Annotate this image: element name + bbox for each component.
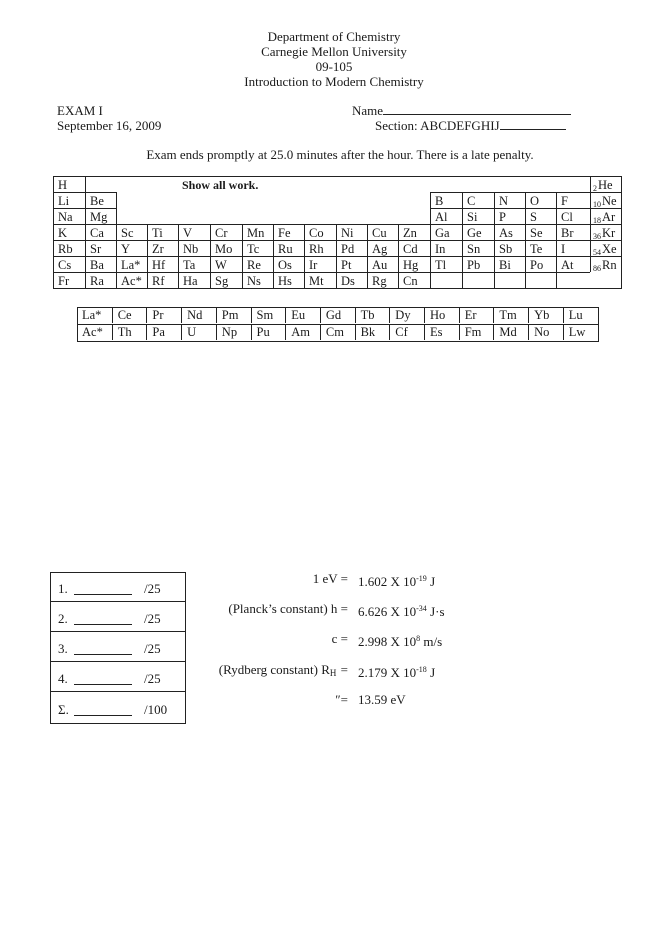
f-block-element-cell: Dy: [389, 307, 424, 323]
element-cell: Co: [304, 224, 336, 240]
element-cell: Cd: [398, 240, 430, 256]
f-block-element-cell: Pu: [251, 324, 286, 340]
f-block-element-cell: Eu: [285, 307, 320, 323]
section-field[interactable]: [375, 118, 566, 133]
f-block-element-cell: Lw: [563, 324, 598, 340]
noble-gas-cell: [590, 224, 621, 240]
constant-mantissa: 2.998 X 10: [358, 634, 417, 649]
course-number: 09-105: [315, 59, 353, 74]
element-cell: Hg: [398, 256, 430, 272]
f-block-element-cell: Nd: [181, 307, 216, 323]
score-blank[interactable]: [74, 594, 132, 595]
element-cell: I: [556, 240, 590, 256]
f-block-element-cell: Sm: [251, 307, 286, 323]
constant-exponent: -19: [416, 574, 427, 583]
element-cell: Mo: [210, 240, 242, 256]
element-cell: P: [494, 208, 525, 224]
constant-unit: J·s: [426, 604, 445, 619]
element-cell: As: [494, 224, 525, 240]
element-cell: Mn: [242, 224, 273, 240]
atomic-number: 18: [593, 216, 601, 225]
name-blank[interactable]: [383, 103, 571, 115]
section-label: Section: ABCDEFGHIJ: [375, 118, 500, 133]
constant-value: [358, 662, 435, 680]
element-cell: Si: [462, 208, 494, 224]
element-cell: Zn: [398, 224, 430, 240]
element-cell: Na: [53, 208, 85, 224]
f-block-element-cell: Lu: [563, 307, 598, 323]
empty-element-cell: [494, 272, 525, 288]
table-rule: [53, 288, 622, 289]
f-block-element-cell: Gd: [320, 307, 355, 323]
element-cell: Sn: [462, 240, 494, 256]
element-cell: Hf: [147, 256, 178, 272]
empty-element-cell: [556, 272, 590, 288]
exam-notice: Exam ends promptly at 25.0 minutes after the hour. There is a late penalty.: [146, 147, 534, 162]
university-heading: Carnegie Mellon University: [261, 44, 407, 59]
element-cell: Br: [556, 224, 590, 240]
name-label: Name: [352, 103, 384, 118]
element-cell: Ir: [304, 256, 336, 272]
f-block-element-cell: Tb: [355, 307, 390, 323]
course-title: Introduction to Modern Chemistry: [244, 74, 424, 89]
element-cell: In: [430, 240, 462, 256]
show-work-instruction: Show all work.: [182, 178, 259, 192]
element-cell: Cu: [367, 224, 398, 240]
element-cell: Cr: [210, 224, 242, 240]
f-block-element-cell: Fm: [459, 324, 494, 340]
element-cell: Sg: [210, 272, 242, 288]
element-cell: Sb: [494, 240, 525, 256]
element-symbol: He: [598, 178, 613, 192]
element-cell: Tl: [430, 256, 462, 272]
element-cell: Ra: [85, 272, 116, 288]
score-blank[interactable]: [74, 684, 132, 685]
element-cell: Ru: [273, 240, 304, 256]
element-cell: Fr: [53, 272, 85, 288]
element-cell: Ca: [85, 224, 116, 240]
constant-label-equals: =: [337, 662, 348, 677]
noble-gas-cell: [590, 240, 621, 256]
element-cell: Mg: [85, 208, 116, 224]
element-cell: Al: [430, 208, 462, 224]
element-cell: Cl: [556, 208, 590, 224]
element-cell: Rb: [53, 240, 85, 256]
element-cell: F: [556, 192, 590, 208]
constant-row: [0, 571, 668, 589]
f-block-element-cell: Cf: [389, 324, 424, 340]
section-blank[interactable]: [500, 118, 566, 130]
constant-value: [358, 601, 445, 619]
f-block-element-cell: Pm: [216, 307, 251, 323]
score-max: /25: [144, 611, 161, 626]
empty-element-cell: [430, 272, 462, 288]
element-cell: Pt: [336, 256, 367, 272]
constant-row: [0, 601, 668, 619]
element-cell: Rg: [367, 272, 398, 288]
element-cell: Ag: [367, 240, 398, 256]
constant-label: [219, 662, 348, 681]
table-rule: [77, 324, 598, 325]
f-block-element-cell: Ho: [424, 307, 459, 323]
element-symbol: Kr: [602, 226, 616, 240]
element-cell: Po: [525, 256, 556, 272]
atomic-number: 54: [593, 248, 601, 257]
table-rule: [85, 176, 86, 192]
element-cell: Cn: [398, 272, 430, 288]
element-symbol: Ne: [602, 194, 617, 208]
score-question-number: Σ.: [58, 702, 69, 717]
element-cell: La*: [116, 256, 147, 272]
constant-mantissa: 2.179 X 10: [358, 665, 417, 680]
noble-gas-cell: [590, 256, 621, 272]
constant-label-subscript: H: [329, 668, 337, 678]
constant-mantissa: 6.626 X 10: [358, 604, 417, 619]
f-block-element-cell: Es: [424, 324, 459, 340]
constant-unit: J: [426, 665, 436, 680]
score-question-number: 1.: [58, 581, 68, 596]
element-cell: Ge: [462, 224, 494, 240]
element-cell: Cs: [53, 256, 85, 272]
element-cell: Ta: [178, 256, 210, 272]
name-field[interactable]: [352, 103, 571, 118]
constant-unit: J: [426, 574, 436, 589]
element-cell: Bi: [494, 256, 525, 272]
element-cell: Mt: [304, 272, 336, 288]
noble-gas-cell: [590, 192, 621, 208]
constant-exponent: -34: [416, 604, 427, 613]
constant-row: [0, 631, 668, 649]
constant-value: [358, 571, 435, 589]
atomic-number: 86: [593, 264, 601, 273]
table-rule: [430, 192, 431, 224]
element-cell: Nb: [178, 240, 210, 256]
element-cell: N: [494, 192, 525, 208]
element-cell: Fe: [273, 224, 304, 240]
element-cell: Te: [525, 240, 556, 256]
f-block-element-cell: Ce: [112, 307, 147, 323]
score-max: /100: [144, 702, 168, 717]
f-block-element-cell: Tm: [493, 307, 528, 323]
element-cell: Ds: [336, 272, 367, 288]
constant-row: [0, 662, 668, 680]
element-cell: Rh: [304, 240, 336, 256]
element-cell: Y: [116, 240, 147, 256]
element-cell: Ga: [430, 224, 462, 240]
constant-mantissa: 1.602 X 10: [358, 574, 417, 589]
constant-label-text: (Rydberg constant) R: [218, 662, 330, 677]
element-cell: Ns: [242, 272, 273, 288]
f-block-element-cell: No: [528, 324, 563, 340]
element-cell: Re: [242, 256, 273, 272]
element-cell: Os: [273, 256, 304, 272]
element-cell: C: [462, 192, 494, 208]
constant-row: [0, 692, 668, 710]
element-cell: Au: [367, 256, 398, 272]
element-cell: Ti: [147, 224, 178, 240]
element-cell: Zr: [147, 240, 178, 256]
constant-value: 13.59 eV: [358, 692, 406, 707]
f-block-element-cell: Md: [493, 324, 528, 340]
f-block-element-cell: Am: [285, 324, 320, 340]
f-block-element-cell: Np: [216, 324, 251, 340]
atomic-number: 36: [593, 232, 601, 241]
noble-gas-cell: [590, 208, 621, 224]
constant-label: ″=: [335, 692, 348, 707]
f-block-element-cell: Th: [112, 324, 147, 340]
empty-element-cell: [525, 272, 556, 288]
f-block-element-cell: Cm: [320, 324, 355, 340]
element-cell: O: [525, 192, 556, 208]
exam-title: EXAM I: [57, 103, 103, 118]
constant-exponent: -18: [416, 665, 427, 674]
empty-element-cell: [462, 272, 494, 288]
atomic-number: 10: [593, 200, 601, 209]
score-question-number: 4.: [58, 671, 68, 686]
element-symbol: Ar: [602, 210, 616, 224]
element-symbol: Xe: [602, 242, 617, 256]
element-cell: V: [178, 224, 210, 240]
element-cell: H: [53, 176, 85, 192]
score-max: /25: [144, 581, 161, 596]
element-cell: Ac*: [116, 272, 147, 288]
constant-unit: m/s: [420, 634, 443, 649]
atomic-number: 2: [593, 184, 597, 193]
element-cell: S: [525, 208, 556, 224]
table-rule: [621, 176, 622, 288]
constant-label: 1 eV =: [312, 571, 348, 586]
score-question-number: 3.: [58, 641, 68, 656]
f-block-element-cell: La*: [82, 308, 102, 322]
f-block-element-cell: U: [181, 324, 216, 340]
f-block-element-cell: Yb: [528, 307, 563, 323]
score-question-number: 2.: [58, 611, 68, 626]
table-rule: [53, 224, 622, 225]
score-blank[interactable]: [74, 654, 132, 655]
constant-exponent: 8: [416, 634, 421, 643]
table-rule: [53, 176, 622, 177]
element-cell: Hs: [273, 272, 304, 288]
element-cell: K: [53, 224, 85, 240]
element-cell: B: [430, 192, 462, 208]
element-cell: Li: [53, 192, 85, 208]
exam-date: September 16, 2009: [57, 118, 162, 133]
score-max: /25: [144, 641, 161, 656]
element-cell: At: [556, 256, 590, 272]
department-heading: Department of Chemistry: [267, 29, 401, 44]
element-symbol: Rn: [602, 258, 617, 272]
element-cell: Ha: [178, 272, 210, 288]
element-cell: Be: [85, 192, 116, 208]
element-cell: Ni: [336, 224, 367, 240]
element-cell: W: [210, 256, 242, 272]
table-rule: [116, 192, 117, 224]
score-blank[interactable]: [74, 624, 132, 625]
constant-label: c =: [331, 631, 348, 646]
constant-label: (Planck’s constant) h =: [228, 601, 348, 616]
score-max: /25: [144, 671, 161, 686]
f-block-element-cell: Pr: [146, 307, 181, 323]
score-blank[interactable]: [74, 715, 132, 716]
f-block-element-cell: Ac*: [82, 325, 103, 339]
f-block-element-cell: Bk: [355, 324, 390, 340]
element-cell: Se: [525, 224, 556, 240]
element-cell: Ba: [85, 256, 116, 272]
element-cell: Sr: [85, 240, 116, 256]
element-cell: Pb: [462, 256, 494, 272]
noble-gas-cell: [590, 176, 621, 192]
constant-value: [358, 631, 442, 649]
element-cell: Sc: [116, 224, 147, 240]
f-block-element-cell: Er: [459, 307, 494, 323]
element-cell: Rf: [147, 272, 178, 288]
element-cell: Pd: [336, 240, 367, 256]
f-block-element-cell: Pa: [146, 324, 181, 340]
element-cell: Tc: [242, 240, 273, 256]
